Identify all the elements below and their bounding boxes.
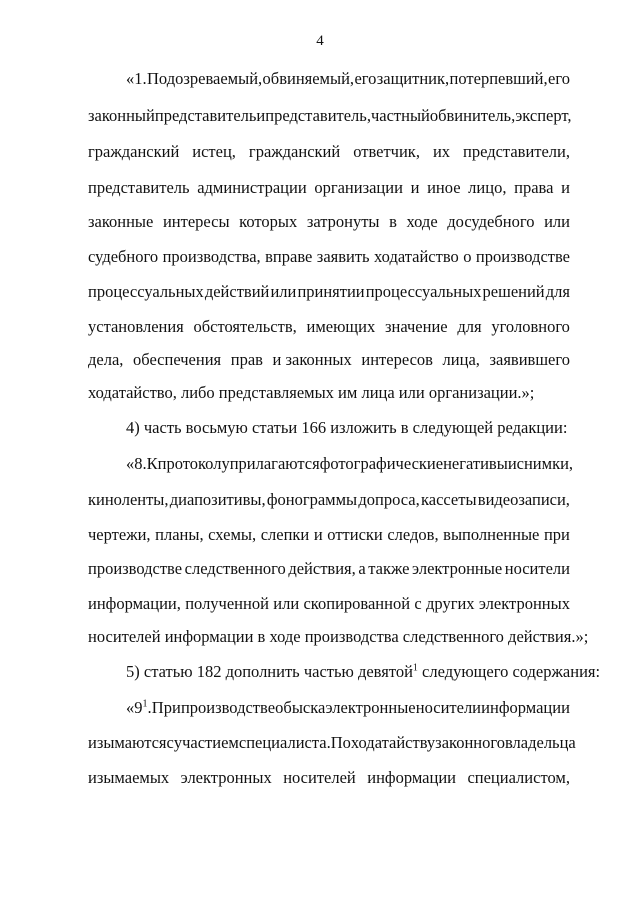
word: досудебного	[447, 212, 535, 231]
word: представитель	[154, 106, 257, 125]
word: киноленты,	[88, 490, 169, 509]
word: или	[270, 282, 297, 301]
word: негативы	[443, 454, 508, 473]
word: электронные	[325, 698, 416, 717]
word: интересов	[361, 350, 433, 369]
word: Подозреваемый,	[147, 69, 263, 88]
word: организации	[314, 178, 403, 197]
word: снимки,	[516, 454, 574, 473]
word: полученной	[185, 594, 269, 613]
word: следственного	[184, 559, 286, 578]
word: и	[561, 178, 570, 197]
word: выполненные	[443, 525, 540, 544]
word: информации	[481, 698, 570, 717]
para8-line5	[0, 594, 640, 614]
word: изымаемых	[88, 768, 170, 787]
word: истец,	[192, 142, 236, 161]
para8-line6: носителей информации в ходе производства следственного действия.»;	[88, 627, 589, 646]
word: производстве	[180, 698, 276, 717]
para1-line2	[0, 106, 640, 126]
word: лица,	[442, 350, 480, 369]
item4-heading: 4) часть восьмую статьи 166 изложить в следующей редакции:	[126, 418, 568, 437]
word: обыска	[275, 698, 326, 717]
word: затронуты	[306, 212, 380, 231]
word: прилагаются	[229, 454, 320, 473]
word: носители	[504, 559, 570, 578]
word: и	[313, 525, 323, 544]
para8-line4	[0, 559, 640, 579]
para9-number: «9	[126, 698, 143, 717]
para1-line10: ходатайство, либо представляемых им лица или организации.»;	[88, 383, 535, 402]
word: представитель	[88, 178, 190, 197]
word: решений	[482, 282, 545, 301]
word: законный	[88, 106, 155, 125]
para8-line2	[0, 490, 640, 510]
word: его	[548, 69, 570, 88]
word: и	[410, 178, 420, 197]
item5-superscript: 1	[412, 662, 418, 674]
word: фонограммы	[266, 490, 358, 509]
word: с	[414, 594, 422, 613]
word: заявившего	[489, 350, 570, 369]
word: прав	[230, 350, 263, 369]
para1-line9	[0, 350, 640, 370]
word: интересы	[162, 212, 230, 231]
word: фотографические	[319, 454, 444, 473]
word: для	[457, 317, 482, 336]
word: потерпевший,	[449, 69, 548, 88]
word: процессуальных	[365, 282, 482, 301]
word: планы,	[155, 525, 204, 544]
word: или	[544, 212, 570, 231]
word: представитель,	[265, 106, 371, 125]
word: чертежи,	[88, 525, 151, 544]
word: диапозитивы,	[169, 490, 266, 509]
page-number: 4	[316, 33, 324, 49]
para9-line3	[0, 768, 640, 788]
para1-line7	[0, 282, 640, 302]
word: действия,	[288, 559, 356, 578]
word: обеспечения	[133, 350, 222, 369]
word: носители	[415, 698, 482, 717]
word: законного	[435, 733, 505, 752]
word: эксперт,	[515, 106, 572, 125]
word: производстве	[475, 247, 570, 266]
word: производства,	[162, 247, 261, 266]
word: значение	[384, 317, 448, 336]
word: «$9^1$.	[126, 698, 152, 717]
word: видеозаписи,	[477, 490, 570, 509]
word: лицо,	[468, 178, 507, 197]
word: его	[354, 69, 377, 88]
word: права	[514, 178, 554, 197]
word: в	[389, 212, 397, 231]
word: участием	[173, 733, 239, 752]
para8-line1	[0, 454, 640, 474]
word: слепки	[260, 525, 310, 544]
word: других	[426, 594, 475, 613]
word: законные	[88, 212, 154, 231]
item5-text: 5) статью 182 дополнить частью девятой	[126, 662, 413, 681]
word: процессуальных	[88, 282, 204, 301]
word: дела,	[88, 350, 124, 369]
word: администрации	[197, 178, 307, 197]
word: электронных	[478, 594, 570, 613]
word: информации,	[88, 594, 181, 613]
word: иное	[427, 178, 461, 197]
word: или	[273, 594, 300, 613]
word: заявить	[316, 247, 370, 266]
word: действий	[204, 282, 270, 301]
item5-text-end: следующего содержания:	[417, 662, 601, 681]
word: изымаются	[88, 733, 167, 752]
word: носителей	[283, 768, 356, 787]
word: гражданский	[248, 142, 341, 161]
word: которых	[239, 212, 298, 231]
word: протоколу	[157, 454, 230, 473]
word: специалистом,	[467, 768, 570, 787]
word: оттиски	[327, 525, 383, 544]
word: гражданский	[88, 142, 180, 161]
word: их	[432, 142, 451, 161]
word: с	[166, 733, 174, 752]
para9-line1	[0, 698, 640, 718]
word: кассеты	[420, 490, 477, 509]
para1-line8	[0, 317, 640, 337]
word: уголовного	[491, 317, 570, 336]
word: защитник,	[376, 69, 450, 88]
word: вправе	[265, 247, 313, 266]
word: ходатайство	[374, 247, 459, 266]
word: о	[463, 247, 472, 266]
word: По	[330, 733, 351, 752]
word: скопированной	[303, 594, 411, 613]
word: информации	[367, 768, 456, 787]
word: а	[358, 559, 366, 578]
word: ходатайству	[350, 733, 436, 752]
para1-line1	[0, 69, 640, 89]
para1-line3	[0, 142, 640, 162]
para1-line6	[0, 247, 640, 267]
word: схемы,	[208, 525, 257, 544]
word: следов,	[387, 525, 439, 544]
word: судебного	[88, 247, 159, 266]
para9-superscript: 1	[142, 698, 148, 710]
word: обстоятельств,	[193, 317, 297, 336]
para8-line3	[0, 525, 640, 545]
word: установления	[88, 317, 184, 336]
word: специалиста.	[238, 733, 331, 752]
word: При	[151, 698, 181, 717]
word: «8.	[126, 454, 147, 473]
word: также	[368, 559, 410, 578]
word: владельца	[504, 733, 576, 752]
para1-line5	[0, 212, 640, 232]
word: допроса,	[358, 490, 420, 509]
word: К	[146, 454, 158, 473]
word: электронные	[412, 559, 503, 578]
word: обвинитель,	[429, 106, 516, 125]
word: и	[256, 106, 266, 125]
word: электронных	[180, 768, 272, 787]
para1-line4	[0, 178, 640, 198]
word: ответчик,	[353, 142, 420, 161]
word: имеющих	[306, 317, 376, 336]
word: и законных	[272, 350, 352, 369]
word: при	[543, 525, 570, 544]
word: представители,	[463, 142, 570, 161]
word: и	[507, 454, 517, 473]
para9-line2	[0, 733, 640, 753]
word: принятии	[297, 282, 365, 301]
word: «1.	[126, 69, 147, 88]
word: для	[545, 282, 570, 301]
word: частный	[370, 106, 430, 125]
word: производстве	[88, 559, 183, 578]
word: обвиняемый,	[262, 69, 355, 88]
item5-heading	[0, 662, 640, 682]
word: ходе	[406, 212, 438, 231]
